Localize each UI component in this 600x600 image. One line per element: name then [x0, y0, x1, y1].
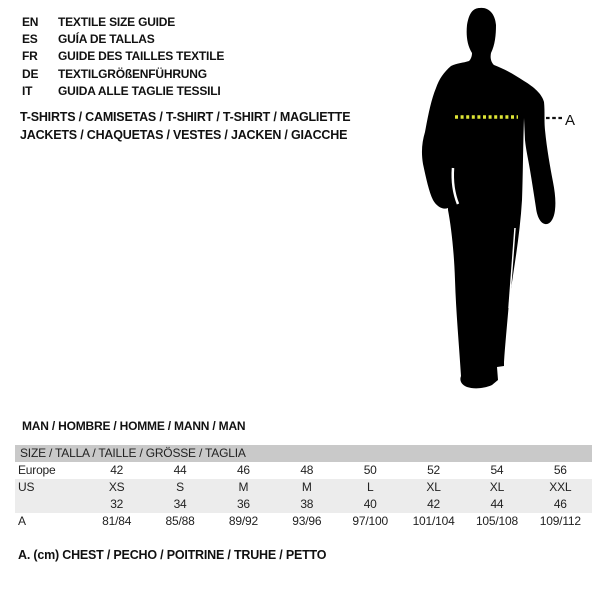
language-code: FR	[22, 49, 38, 64]
table-cell: 42	[110, 463, 124, 477]
table-cell: 54	[490, 463, 504, 477]
table-row-numeric	[15, 496, 592, 513]
language-row-de	[22, 65, 224, 82]
table-cell: XL	[489, 480, 505, 494]
language-label: GUIDE DES TAILLES TEXTILE	[58, 49, 225, 64]
language-code: EN	[22, 14, 39, 29]
table-cell: 97/100	[352, 514, 388, 528]
table-cell: 52	[427, 463, 441, 477]
language-list	[22, 13, 224, 100]
table-cell: 56	[553, 463, 567, 477]
measurement-label-a: A	[565, 112, 576, 129]
table-cell: 44	[173, 463, 187, 477]
table-cell: M	[301, 480, 312, 494]
table-row-chest-a	[15, 513, 592, 530]
language-row-it	[22, 83, 224, 100]
size-table	[15, 445, 592, 530]
table-cell: 36	[236, 497, 250, 511]
table-cell: 81/84	[102, 514, 132, 528]
measurement-footnote: A. (cm) CHEST / PECHO / POITRINE / TRUHE / PETTO	[18, 548, 327, 562]
table-cell: L	[366, 480, 374, 494]
category-line-jackets: JACKETS / CHAQUETAS / VESTES / JACKEN / GIACCHE	[20, 127, 348, 142]
language-label: GUÍA DE TALLAS	[58, 32, 155, 47]
language-code: IT	[22, 84, 33, 99]
table-cell: 44	[490, 497, 504, 511]
table-cell: XXL	[549, 480, 572, 494]
table-cell: 48	[300, 463, 314, 477]
man-silhouette-figure	[415, 4, 590, 396]
table-cell: XL	[426, 480, 441, 494]
table-cell: 34	[173, 497, 187, 511]
table-cell: 89/92	[228, 514, 258, 528]
table-cell: XS	[108, 480, 125, 494]
table-cell: 101/104	[412, 514, 455, 528]
language-row-es	[22, 30, 224, 47]
language-code: ES	[22, 32, 38, 47]
table-cell: 105/108	[475, 514, 518, 528]
category-line-tshirts: T-SHIRTS / CAMISETAS / T-SHIRT / T-SHIRT / MAGLIETTE	[20, 110, 351, 124]
row-label: Europe	[18, 463, 56, 477]
row-label: US	[18, 480, 35, 494]
table-row-europe	[15, 462, 592, 479]
size-table-header: SIZE / TALLA / TAILLE / GRÖSSE / TAGLIA	[15, 445, 592, 462]
table-row-us	[15, 479, 592, 496]
table-cell: 46	[236, 463, 250, 477]
language-label: GUIDA ALLE TAGLIE TESSILI	[58, 84, 221, 99]
table-cell: 32	[110, 497, 124, 511]
language-row-fr	[22, 48, 224, 65]
table-cell: 50	[363, 463, 377, 477]
table-cell: M	[238, 480, 249, 494]
row-label	[15, 496, 85, 513]
table-cell: 85/88	[165, 514, 195, 528]
table-cell: 38	[300, 497, 314, 511]
table-cell: 40	[363, 497, 377, 511]
table-cell: S	[176, 480, 184, 494]
language-row-en	[22, 13, 224, 30]
man-silhouette-shape	[422, 8, 555, 388]
table-cell: 109/112	[539, 514, 581, 528]
table-cell: 46	[553, 497, 567, 511]
table-cell: 42	[427, 497, 441, 511]
row-label: A	[18, 514, 26, 528]
section-title-man: MAN / HOMBRE / HOMME / MANN / MAN	[22, 419, 246, 433]
language-label: TEXTILE SIZE GUIDE	[58, 14, 176, 29]
language-code: DE	[22, 66, 39, 81]
table-cell: 93/96	[292, 514, 322, 528]
category-list	[20, 109, 350, 144]
language-label: TEXTILGRÖßENFÜHRUNG	[58, 66, 207, 81]
